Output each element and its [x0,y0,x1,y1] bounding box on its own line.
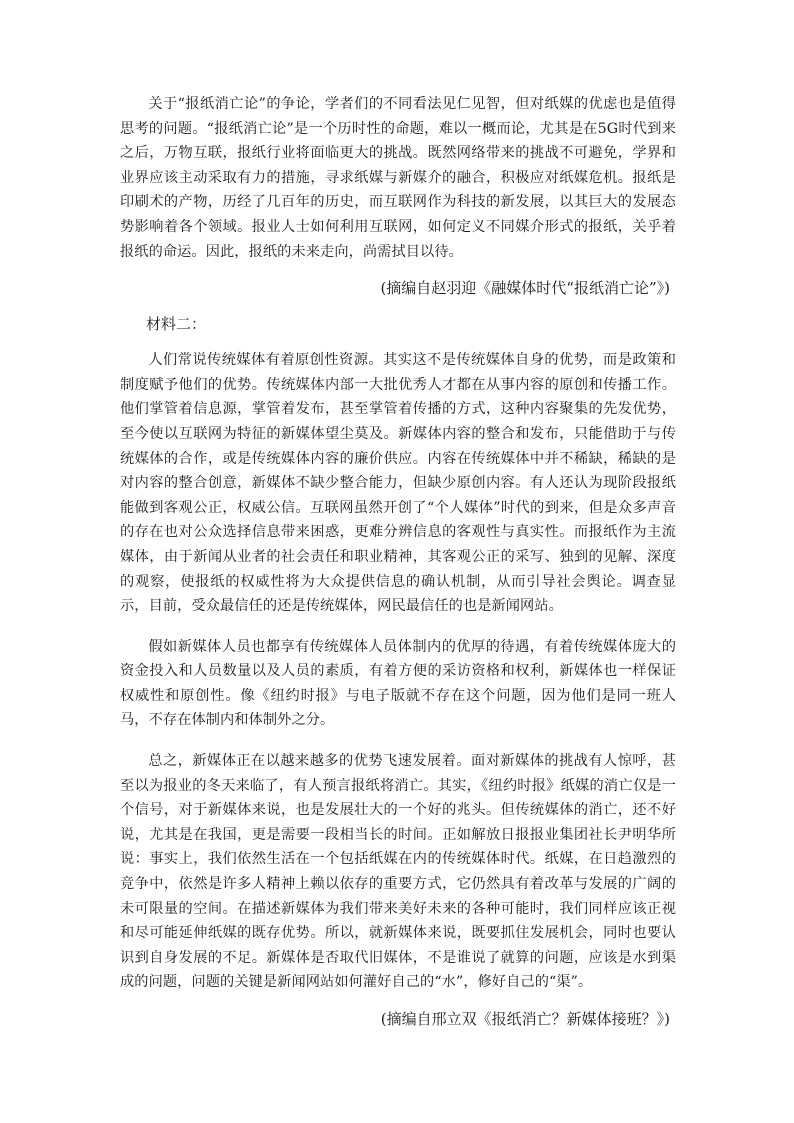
material2-source: (摘编自邢立双《报纸消亡？新媒体接班？》) [380,1010,670,1028]
material1-source: (摘编自赵羽迎《融媒体时代“报纸消亡论”》) [380,279,670,298]
material1-paragraph: 关于“报纸消亡论”的争论，学者们的不同看法见仁见智，但对纸媒的优虑也是值得思考的问题。“报纸消亡论”是一个历时性的命题，难以一概而论，尤其是在5G时代到来之后，万物互联，报纸行业将面临更大的挑战。既然网络带来的挑战不可避免，学界和业界应该主动采取有力的措施，寻求纸媒与新媒介的融合，积极应对纸媒危机。报纸是印刷术的产物，历经了几百年的历史，而互联网作为科技的新发展，以其巨大的发展态势影响着各个领域。报业人士如何利用互联网，如何定义不同媒介形式的报纸，关乎着报纸的命运。因此，报纸的未来走向，尚需拭目以待。 [120,96,676,260]
document-page [120,92,676,1031]
material2-heading: 材料二： [146,315,207,334]
material2-paragraph-2: 假如新媒体人员也都享有传统媒体人员体制内的优厚的待遇，有着传统媒体庞大的资金投入和人员数量以及人员的素质，有着方便的采访资格和权利，新媒体也一样保证权威性和原创性。像《纽约时报》与电子版就不存在这个问题，因为他们是同一班人马，不存在体制内和体制外之分。 [120,638,676,729]
material2-paragraph-3: 总之，新媒体正在以越来越多的优势飞速发展着。面对新媒体的挑战有人惊呼，甚至以为报业的冬天来临了，有人预言报纸将消亡。其实，《纽约时报》纸媒的消亡仅是一个信号，对于新媒体来说，也是发展壮大的一个好的兆头。但传统媒体的消亡，还不好说，尤其是在我国，更是需要一段相当长的时间。正如解放日报报业集团社长尹明华所说：事实上，我们依然生活在一个包括纸媒在内的传统媒体时代。纸媒，在日趋激烈的竞争中，依然是许多人精神上赖以依存的重要方式，它仍然具有着改革与发展的广阔的未可限量的空间。在描述新媒体为我们带来美好未来的各种可能时，我们同样应该正视和尽可能延伸纸媒的既存优势。所以，就新媒体来说，既要抓住发展机会，同时也要认识到自身发展的不足。新媒体是否取代旧媒体，不是谁说了就算的问题，应该是水到渠成的问题，问题的关键是新闻网站如何灌好自己的“水”，修好自己的“渠”。 [120,753,676,991]
material2-paragraph-1: 人们常说传统媒体有着原创性资源。其实这不是传统媒体自身的优势，而是政策和制度赋予他们的优势。传统媒体内部一大批优秀人才都在从事内容的原创和传播工作。他们掌管着信息源，掌管着发布，甚至掌管着传播的方式，这种内容聚集的先发优势，至今使以互联网为特征的新媒体望尘莫及。新媒体内容的整合和发布，只能借助于与传统媒体的合作，或是传统媒体内容的廉价供应。内容在传统媒体中并不稀缺，稀缺的是对内容的整合创意，新媒体不缺少整合能力，但缺少原创内容。有人还认为现阶段报纸能做到客观公正，权威公信。互联网虽然开创了“个人媒体”时代的到来，但是众多声音的存在也对公众选择信息带来困惑，更难分辨信息的客观性与真实性。而报纸作为主流媒体，由于新闻从业者的社会责任和职业精神，其客观公正的采写、独到的见解、深度的观察，使报纸的权威性将为大众提供信息的确认机制，从而引导社会舆论。调查显示，目前，受众最信任的还是传统媒体，网民最信任的也是新闻网站。 [120,352,676,615]
